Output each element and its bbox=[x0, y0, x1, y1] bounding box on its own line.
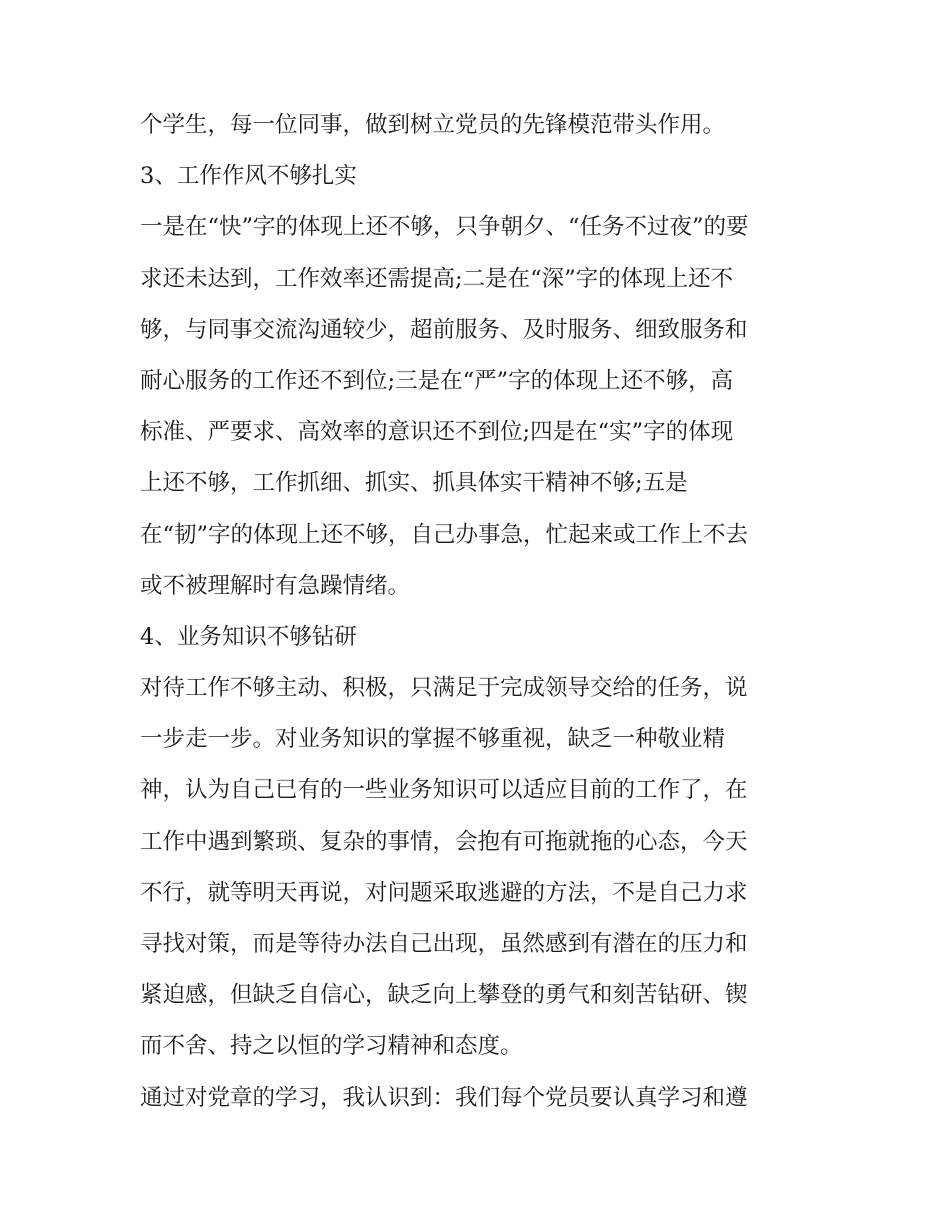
paragraph-conclusion bbox=[140, 1073, 820, 1124]
text-line: 紧迫感，但缺乏自信心，缺乏向上攀登的勇气和刻苦钻研、锲 bbox=[140, 982, 748, 1009]
text-line: 或不被理解时有急躁情绪。 bbox=[140, 572, 411, 599]
text-line: 而不舍、持之以恒的学习精神和态度。 bbox=[140, 1033, 523, 1060]
text-line: 通过对党章的学习，我认识到：我们每个党员要认真学习和遵 bbox=[140, 1084, 748, 1111]
paragraph-intro bbox=[140, 100, 820, 151]
text-line: 耐心服务的工作还不到位;三是在“严”字的体现上还不够，高 bbox=[140, 367, 734, 394]
text-line: 工作中遇到繁琐、复杂的事情，会抱有可拖就拖的心态，今天 bbox=[140, 828, 748, 855]
section-heading-4: 4、业务知识不够钻研 bbox=[140, 623, 357, 650]
text-line: 标准、严要求、高效率的意识还不到位;四是在“实”字的体现 bbox=[140, 419, 734, 446]
text-line: 够，与同事交流沟通较少，超前服务、及时服务、细致服务和 bbox=[140, 316, 748, 343]
text-line: 求还未达到，工作效率还需提高;二是在“深”字的体现上还不 bbox=[140, 265, 734, 292]
paragraph-business-knowledge bbox=[140, 663, 820, 1073]
text-line: 一步走一步。对业务知识的掌握不够重视，缺乏一种敬业精 bbox=[140, 726, 726, 753]
text-line: 在“韧”字的体现上还不够，自己办事急，忙起来或工作上不去 bbox=[140, 521, 749, 548]
text-line: 个学生，每一位同事，做到树立党员的先锋模范带头作用。 bbox=[140, 112, 726, 138]
text-line: 对待工作不够主动、积极，只满足于完成领导交给的任务，说 bbox=[140, 675, 748, 702]
text-line: 不行，就等明天再说，对问题采取逃避的方法，不是自己力求 bbox=[140, 879, 748, 906]
document-page bbox=[140, 100, 820, 1124]
text-line: 神，认为自己已有的一些业务知识可以适应目前的工作了，在 bbox=[140, 777, 748, 804]
section-heading-3: 3、工作作风不够扎实 bbox=[140, 163, 357, 190]
text-line: 一是在“快”字的体现上还不够，只争朝夕、“任务不过夜”的要 bbox=[140, 214, 749, 241]
text-line: 寻找对策，而是等待办法自己出现，虽然感到有潜在的压力和 bbox=[140, 931, 748, 957]
text-line: 上还不够，工作抓细、抓实、抓具体实干精神不够;五是 bbox=[140, 470, 688, 497]
paragraph-work-style bbox=[140, 202, 820, 612]
